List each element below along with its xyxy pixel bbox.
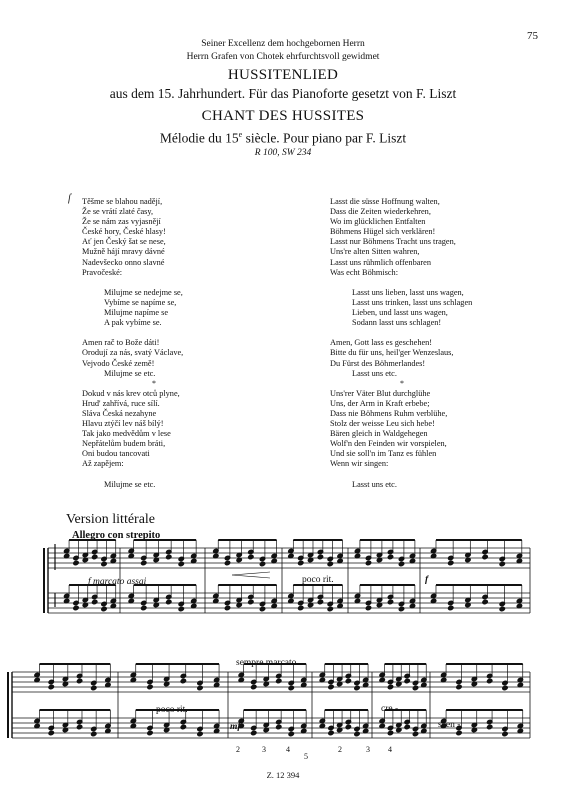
fingering: 4 xyxy=(286,745,290,754)
note-head xyxy=(448,605,454,610)
note-head xyxy=(398,606,404,611)
poem-line: Vejvodo České země! xyxy=(82,358,155,368)
dynamic-mf: mf xyxy=(230,722,241,732)
poem-line: Nadevšecko onno slavné xyxy=(82,257,165,267)
poem-line: Dass die Zeiten wiederkehren, xyxy=(330,207,431,217)
note-head xyxy=(487,678,493,683)
poem-line: Lasst uns etc. xyxy=(352,479,397,489)
poem-line: Lasst nur Böhmens Tracht uns tragen, xyxy=(330,237,456,247)
poem-line: Těšme se blahou nadějí, xyxy=(82,197,163,206)
note-head xyxy=(147,730,153,735)
poem-line: Uns, der Arm in Kraft erbebe; xyxy=(330,398,430,408)
poem-line: Pravočeské: xyxy=(82,267,123,277)
note-head xyxy=(456,730,462,735)
poem-line: Lasst uns etc. xyxy=(352,368,397,378)
poem-line: Lasst uns lieben, lasst uns wagen, xyxy=(352,287,464,297)
poem-line: Nepřátelům budem bráti, xyxy=(82,439,166,449)
note-head xyxy=(328,730,334,735)
note-head xyxy=(288,685,294,690)
note-head xyxy=(487,724,493,729)
note-head xyxy=(502,731,508,736)
fingering: 5 xyxy=(304,752,308,761)
note-head xyxy=(298,560,304,565)
stanza-separator: * xyxy=(152,378,156,388)
poem-line: Orodují za nás, svatý Václave, xyxy=(82,348,184,358)
poem-line: Wolf'n den Feinden wir vorspielen, xyxy=(330,439,447,449)
poem-line: Že se vrátí zlaté časy, xyxy=(82,207,154,217)
plate-number: Z. 12 394 xyxy=(266,770,300,780)
poem-line: Tak jako medvědům v lese xyxy=(82,429,171,439)
note-head xyxy=(73,605,79,610)
note-head xyxy=(91,731,97,736)
note-head xyxy=(91,685,97,690)
dedication-line-2: Herrn Grafen von Chotek ehrfurchtsvoll gewidmet xyxy=(186,52,380,62)
note-head xyxy=(166,599,172,604)
note-head xyxy=(317,554,323,559)
poem-line: Mužně hájí mravy dávné xyxy=(82,247,165,257)
poem-line: Stolz der weisse Leu sich hebe! xyxy=(330,419,435,429)
note-head xyxy=(404,678,410,683)
poem-line: Bären gleich in Waldgehegen xyxy=(330,429,428,439)
poem-line: Vybíme se napíme se, xyxy=(104,297,177,307)
note-head xyxy=(276,678,282,683)
poem-line: Wenn wir singen: xyxy=(330,459,389,469)
note-head xyxy=(354,685,360,690)
poem-line: Ať jen Český šat se nese, xyxy=(82,237,166,247)
note-head xyxy=(92,599,98,604)
staff-line xyxy=(232,575,270,578)
note-head xyxy=(387,599,393,604)
note-head xyxy=(288,731,294,736)
note-head xyxy=(180,678,186,683)
poem-line: Hrud' zahřívá, ruce sílí. xyxy=(82,398,160,408)
note-head xyxy=(456,684,462,689)
fingering: 3 xyxy=(262,745,266,754)
note-head xyxy=(276,724,282,729)
note-head xyxy=(365,605,371,610)
note-head xyxy=(48,684,54,689)
poem-line: Amen rač to Bože dáti! xyxy=(82,338,160,348)
note-head xyxy=(327,606,333,611)
poem-line: Hlavu ztýčí lev náš bílý! xyxy=(82,419,164,429)
poem-line: Že se nám zas vyjasnějí xyxy=(82,217,161,227)
note-head xyxy=(73,560,79,565)
note-head xyxy=(141,605,147,610)
note-head xyxy=(327,561,333,566)
dedication-line-1: Seiner Excellenz dem hochgebornen Herrn xyxy=(201,39,365,49)
fingering: 3 xyxy=(366,745,370,754)
note-head xyxy=(328,684,334,689)
poem-line: Bitte du für uns, heil'ger Wenzeslaus, xyxy=(330,348,454,358)
note-head xyxy=(259,606,265,611)
note-head xyxy=(248,554,254,559)
note-head xyxy=(387,730,393,735)
note-head xyxy=(387,684,393,689)
dynamic-f-2: f xyxy=(425,575,429,585)
poem-line: Milujme se nedejme se, xyxy=(104,287,183,297)
poem-line: Böhmens Hügel sich verklären! xyxy=(330,227,436,237)
fingering: 2 xyxy=(338,745,342,754)
note-head xyxy=(197,685,203,690)
note-head xyxy=(48,730,54,735)
note-head xyxy=(404,724,410,729)
poem-line: Uns're alten Sitten wahren, xyxy=(330,247,420,257)
tempo-marking: Allegro con strepito xyxy=(72,530,161,541)
note-head xyxy=(224,605,230,610)
crescendo-cre: cre - xyxy=(381,704,399,714)
staff-line xyxy=(232,572,270,575)
note-head xyxy=(354,731,360,736)
poem-line: Lasst uns rühmlich offenbaren xyxy=(330,257,431,267)
poem-line: Milujme se etc. xyxy=(104,368,156,378)
note-head xyxy=(345,724,351,729)
poem-line: Du Fürst des Böhmerlandes! xyxy=(330,358,426,368)
fingering: 4 xyxy=(388,745,392,754)
poem-line: Milujme napíme se xyxy=(104,308,169,318)
poem-line: Sodann lasst uns schlagen! xyxy=(352,318,442,328)
catalogue-number: R 100, SW 234 xyxy=(254,148,312,158)
poem-line: Lasst uns trinken, lasst uns schlagen xyxy=(352,297,473,307)
poem-line: Amen, Gott lass es geschehen! xyxy=(330,338,433,348)
poco-rit-1: poco rit. xyxy=(302,575,334,585)
poem-line: Wo im glücklichen Entfalten xyxy=(330,217,426,227)
note-head xyxy=(180,724,186,729)
poem-line: Lieben, und lasst uns wagen, xyxy=(352,308,448,318)
note-head xyxy=(178,606,184,611)
poem-line: A pak vybíme se. xyxy=(104,318,162,328)
version-label: Version littérale xyxy=(66,512,156,527)
note-head xyxy=(365,560,371,565)
note-head xyxy=(251,684,257,689)
note-head xyxy=(482,554,488,559)
note-head xyxy=(499,561,505,566)
note-head xyxy=(398,561,404,566)
note-head xyxy=(248,599,254,604)
note-head xyxy=(76,678,82,683)
poem-line: Sláva Česká nezahyne xyxy=(82,408,157,418)
note-head xyxy=(412,731,418,736)
title-german: HUSSITENLIED xyxy=(227,67,339,83)
poem-line: Dokud v nás krev otců plyne, xyxy=(82,388,180,398)
note-head xyxy=(251,730,257,735)
poem-line: Und sie soll'n im Tanz es fühlen xyxy=(330,449,437,459)
sempre-marcato: sempre marcato xyxy=(236,658,297,668)
poco-rit-2: poco rit. xyxy=(156,705,188,715)
poem-line: Milujme se etc. xyxy=(104,479,156,489)
note-head xyxy=(101,606,107,611)
note-head xyxy=(178,561,184,566)
note-head xyxy=(101,561,107,566)
note-head xyxy=(259,561,265,566)
subtitle-german: aus dem 15. Jahrhundert. Für das Pianoforte gesetzt von F. Liszt xyxy=(109,86,457,101)
stanza-separator: * xyxy=(400,378,404,388)
note-head xyxy=(345,678,351,683)
note-head xyxy=(197,731,203,736)
poem-line: Uns'rer Väter Blut durchglühe xyxy=(330,388,431,398)
poem-line: Lasst die süsse Hoffnung walten, xyxy=(330,197,440,206)
dynamic-f-marcato: f marcato assai xyxy=(88,577,147,587)
note-head xyxy=(317,599,323,604)
note-head xyxy=(412,685,418,690)
note-head xyxy=(482,599,488,604)
page-number: 75 xyxy=(527,30,538,42)
poem-line: České hory, České hlasy! xyxy=(82,227,166,237)
subtitle-french: Mélodie du 15e siècle. Pour piano par F. Liszt xyxy=(159,130,407,146)
fingering: 2 xyxy=(236,745,240,754)
poem-line: Dass nie Böhmens Ruhm verblühe, xyxy=(330,408,448,418)
poem-line: Oni budou tancovati xyxy=(82,449,150,459)
note-head xyxy=(499,606,505,611)
note-head xyxy=(166,554,172,559)
margin-mark: ſ xyxy=(68,193,71,204)
note-head xyxy=(141,560,147,565)
title-french: CHANT DES HUSSITES xyxy=(201,108,365,124)
note-head xyxy=(448,560,454,565)
note-head xyxy=(224,560,230,565)
note-head xyxy=(92,554,98,559)
note-head xyxy=(502,685,508,690)
poem-line: Až zapějem: xyxy=(82,459,124,469)
note-head xyxy=(76,724,82,729)
poem-line: Was echt Böhmisch: xyxy=(330,267,398,277)
note-head xyxy=(147,684,153,689)
crescendo-scen: scen - xyxy=(438,720,461,730)
note-head xyxy=(387,554,393,559)
note-head xyxy=(298,605,304,610)
